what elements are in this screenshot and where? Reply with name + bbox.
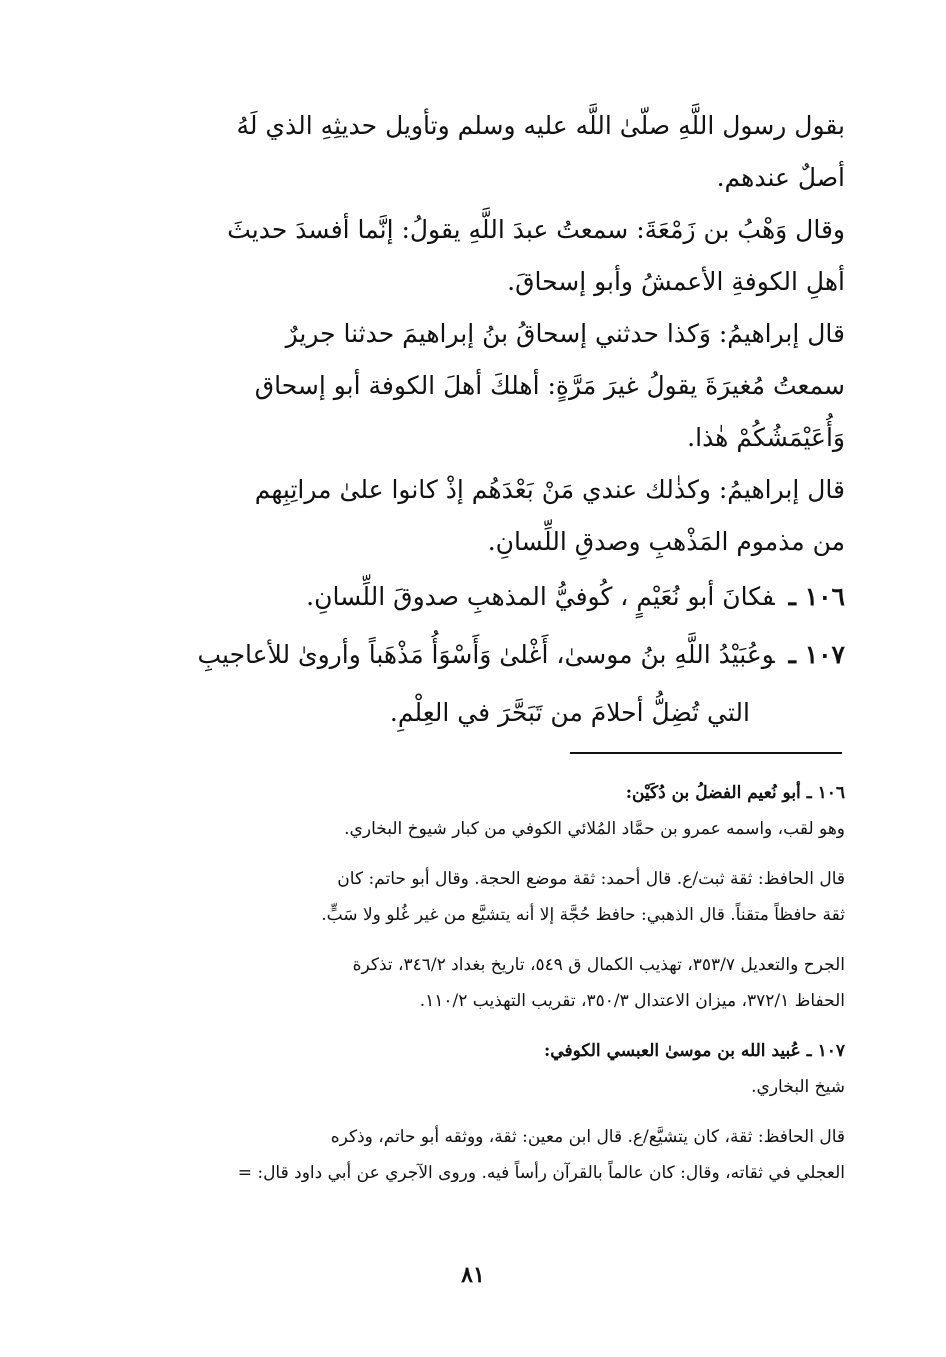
page-number: ٨١ (461, 1262, 485, 1288)
text-line: أهلِ الكوفةِ الأعمشُ وأبو إسحاقَ. (507, 267, 845, 296)
text-line: وقال وَهْبُ بن زَمْعَةَ: سمعتُ عبدَ اللَّهِ يقولُ: إنَّما أفسدَ حديثَ (227, 215, 845, 244)
footnote-line: الحفاظ ٣٧٢/١، ميزان الاعتدال ٣٥٠/٣، تقريب التهذيب ١١٠/٢. (419, 991, 845, 1011)
text-line: من مذموم المَذْهبِ وصدقِ اللِّسانِ. (487, 527, 845, 556)
text-line: قال إبراهيمُ: وَكذا حدثني إسحاقُ بنُ إبراهيمَ حدثنا جريرٌ (285, 319, 845, 348)
text-line: وَأُعَيْمَشُكُمْ هٰذا. (687, 423, 845, 452)
footnote-divider (570, 752, 842, 754)
footnote-line: شيخ البخاري. (751, 1077, 845, 1097)
entry-text: فكانَ أبو نُعَيْمٍ ، كُوفيُّ المذهبِ صدوقَ اللِّسانِ. (306, 582, 775, 611)
text-line: قال إبراهيمُ: وكذٰلك عندي مَنْ بَعْدَهُم إذْ كانوا علىٰ مراتِبِهم (254, 475, 845, 504)
main-text (150, 100, 845, 742)
entry-107 (150, 626, 845, 684)
entry-106 (150, 568, 845, 626)
text-line: سمعتُ مُغيرَةَ يقولُ غيرَ مَرَّةٍ: أهلكَ أهلَ الكوفة أبو إسحاق (254, 371, 845, 400)
footnote-line: قال الحافظ: ثقة، كان يتشيَّع/ع. قال ابن معين: ثقة، ووثقه أبو حاتم، وذكره (330, 1127, 845, 1147)
footnote-line: قال الحافظ: ثقة ثبت/ع. قال أحمد: ثقة موضع الحجة. وقال أبو حاتم: كان (337, 869, 845, 889)
footnote-line: العجلي في ثقاته، وقال: كان عالماً بالقرآن رأساً فيه. وروى الآجري عن أبي داود قال: = (237, 1163, 845, 1183)
entry-107-continuation: التي تُضِلُّ أحلامَ من تَبَحَّرَ في العِلْمِ. (389, 698, 750, 727)
text-line: أصلٌ عندهم. (716, 163, 845, 192)
text-line: بقول رسول اللَّهِ صلّىٰ اللَّه عليه وسلم وتأويل حديثِهِ الذي لَهُ (236, 111, 845, 140)
entry-text: وعُبَيْدُ اللَّهِ بنُ موسىٰ، أَغْلىٰ وَأَسْوَأُ مَذْهَباً وأروىٰ للأعاجيبِ (197, 640, 775, 669)
footnote-107-heading: ١٠٧ ـ عُبيد الله بن موسىٰ العبسي الكوفي: (544, 1041, 845, 1061)
footnote-line: ثقة حافظاً متقناً. قال الذهبي: حافظ حُجَّة إلا أنه يتشيَّع من غير غُلو ولا سَبٍّ. (321, 905, 845, 925)
entry-number: ١٠٦ ـ (788, 582, 845, 611)
footnote-line: الجرح والتعديل ٣٥٣/٧، تهذيب الكمال ق ٥٤٩، تاريخ بغداد ٣٤٦/٢، تذكرة (352, 955, 845, 975)
footnotes (140, 775, 845, 1191)
entry-number: ١٠٧ ـ (788, 640, 845, 669)
footnote-106-heading: ١٠٦ ـ أبو نُعيم الفضلُ بن دُكَيْن: (625, 783, 845, 803)
footnote-line: وهو لقب، واسمه عمرو بن حمَّاد المُلائي الكوفي من كبار شيوخ البخاري. (344, 819, 845, 839)
